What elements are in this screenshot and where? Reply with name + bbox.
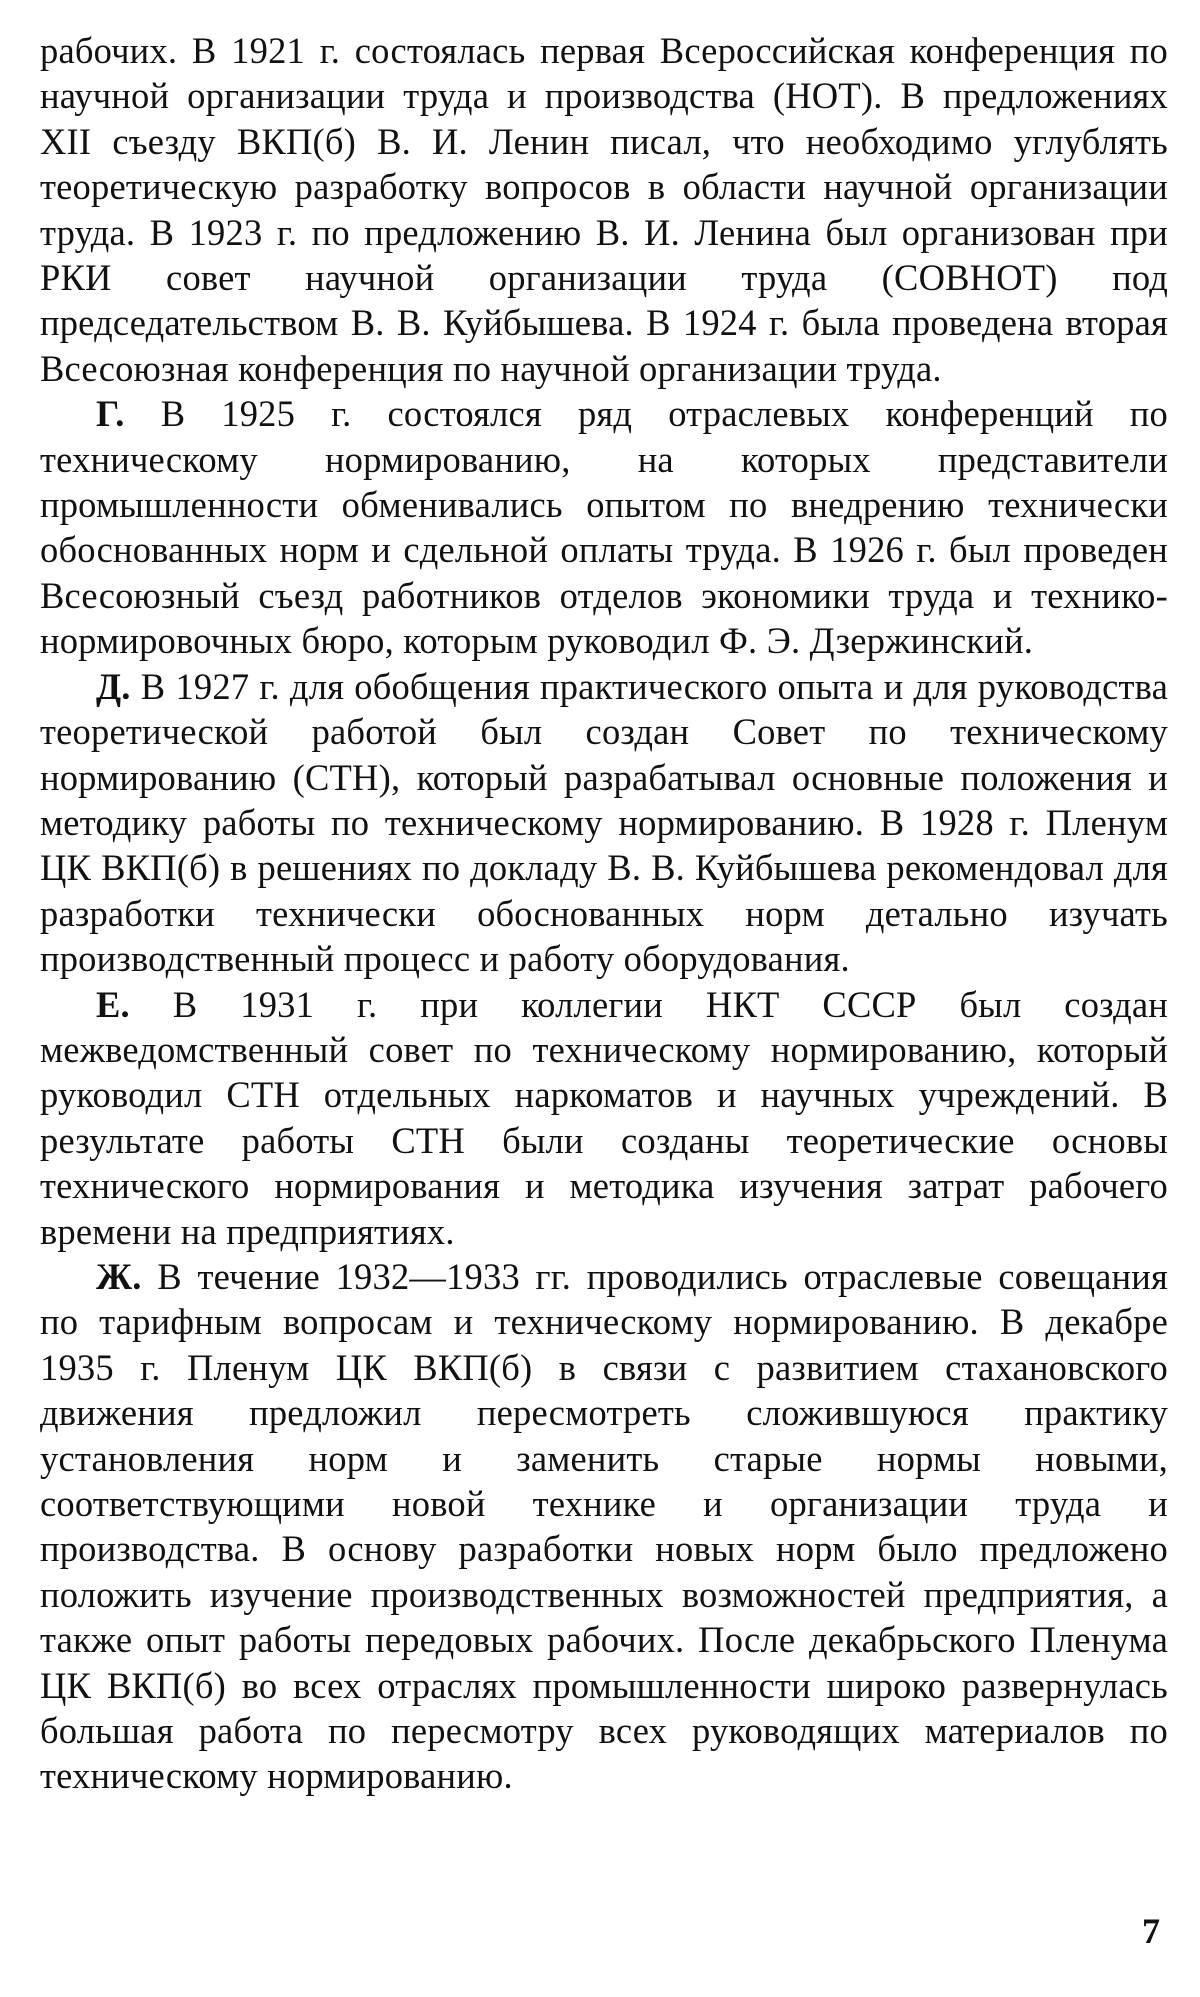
paragraph-text: В 1931 г. при коллегии НКТ СССР был создан межведомственный совет по техническому нормированию, который руководил СТН отдельных наркоматов и научных учреждений. В результате работы СТН были созданы теоретические основы технического нормирования и методика изучения затрат рабочего времени на предприятиях. (40, 983, 1169, 1252)
paragraph-d (40, 664, 1168, 982)
body-text (40, 28, 1168, 1799)
paragraph-letter: Е. (96, 983, 130, 1025)
paragraph-text: В 1925 г. состоялся ряд отраслевых конференций по техническому нормированию, на которых представители промышленности обменивались опытом по внедрению технически обоснованных норм и сдельной оплаты труда. В 1926 г. был проведен Всесоюзный съезд работников отделов экономики труда и технико-нормировочных бюро, которым руководил Ф. Э. Дзержинский. (40, 393, 1168, 662)
page-number: 7 (1142, 1911, 1160, 1951)
paragraph-zh (40, 1254, 1168, 1799)
paragraph-g (40, 391, 1168, 663)
paragraph-text: рабочих. В 1921 г. состоялась первая Всероссийская конференция по научной организации труда и производства (НОТ). В предложениях XII съезду ВКП(б) В. И. Ленин писал, что необходимо углублять теоретическую разработку вопросов в области научной организации труда. В 1923 г. по предложению В. И. Ленина был организован при РКИ совет научной организации труда (СОВНОТ) под председательством В. В. Куйбышева. В 1924 г. была проведена вторая Всесоюзная конференция по научной организации труда. (40, 30, 1168, 389)
paragraph-letter: Г. (96, 393, 125, 435)
paragraph-e (40, 982, 1168, 1254)
book-page (40, 28, 1168, 1968)
paragraph-text: В течение 1932—1933 гг. проводились отраслевые совещания по тарифным вопросам и техническому нормированию. В декабре 1935 г. Пленум ЦК ВКП(б) в связи с развитием стахановского движения предложил пересмотреть сложившуюся практику установления норм и заменить старые нормы новыми, соответствующими новой технике и организации труда и производства. В основу разработки новых норм было предложено положить изучение производственных возможностей предприятия, а также опыт работы передовых рабочих. После декабрьского Пленума ЦК ВКП(б) во всех отраслях промышленности широко развернулась большая работа по пересмотру всех руководящих материалов по техническому нормированию. (40, 1255, 1168, 1797)
paragraph (40, 28, 1168, 391)
paragraph-text: В 1927 г. для обобщения практического опыта и для руководства теоретической работой был создан Совет по техническому нормированию (СТН), который разрабатывал основные положения и методику работы по техническому нормированию. В 1928 г. Пленум ЦК ВКП(б) в решениях по докладу В. В. Куйбышева рекомендовал для разработки технически обоснованных норм детально изучать производственный процесс и работу оборудования. (40, 665, 1168, 980)
paragraph-letter: Ж. (96, 1255, 142, 1297)
paragraph-letter: Д. (96, 665, 131, 707)
